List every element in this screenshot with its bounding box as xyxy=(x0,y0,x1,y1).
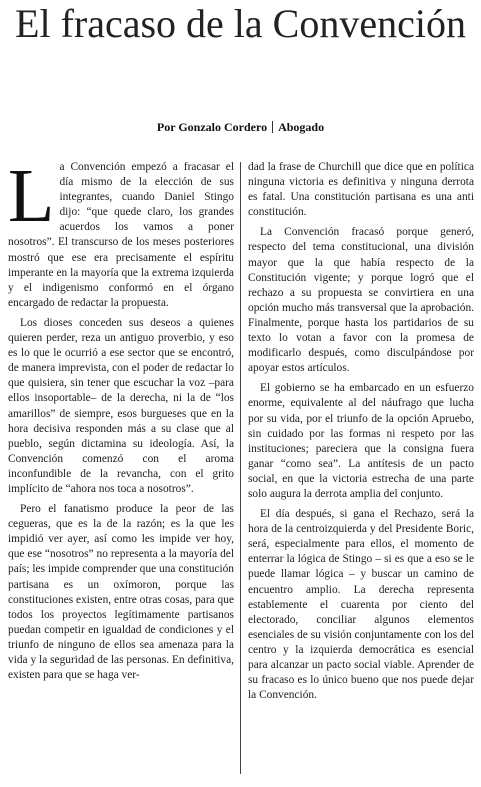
paragraph: Pero el fanatismo produce la peor de las cegueras, que es la de la razón; es la que les impidió ver ayer, así como les impide ver hoy, que ese “nosotros” no representa a la mayoría del país; les impide comprender que una constitución partisana es un oxímoron, porque las constituciones existen, entre otras cosas, para que todos los proyectos legítimamente partisanos puedan competir en igualdad de condiciones y el triunfo de ninguno de ellos sea amenaza para la vida y la seguridad de las personas. En definitiva, existen para que se haga ver- xyxy=(8,503,234,682)
paragraph: La Convención fracasó porque generó, respecto del tema constitucional, una división mayor que la que había respecto de la Constitución vigente; y porque logró que el rechazo a su propuesta se convirtiera en una opción mucho más transversal que la aprobación. Finalmente, porque hasta los partidarios de su texto lo votan a favor con la promesa de modificarlo después, como disculpándose por apoyar estos artículos. xyxy=(248,226,474,375)
byline xyxy=(0,120,481,135)
right-column xyxy=(248,160,474,708)
author-name: Por Gonzalo Cordero xyxy=(156,120,268,134)
left-column xyxy=(8,154,234,688)
paragraph: El día después, si gana el Rechazo, será la hora de la centroizquierda y del Presidente Boric, será, especialmente para ellos, el momento de enterrar la lógica de Stingo – si es que a eso se le puede llamar lógica – y buscar un camino de encuentro amplio. La derecha representa establemente el cuarenta por ciento del electorado, conciliar algunos elementos esenciales de su visión conjuntamente con los del centro y la izquierda democrática es esencial para alcanzar un pacto social viable. Aprender de su fracaso es lo único bueno que nos puede dejar la Convención. xyxy=(248,508,474,702)
author-role: Abogado xyxy=(278,120,325,134)
paragraph xyxy=(8,154,234,311)
paragraph: El gobierno se ha embarcado en un esfuerzo enorme, equivalente al del náufrago que lucha por su vida, por el triunfo de la opción Apruebo, sin cuidado por las formas ni respeto por las instituciones; pareciera que la consigna fuera ganar “como sea”. La antítesis de un pacto social, en que la victoria estrecha de una parte solo augura la derrota amplia del conjunto. xyxy=(248,382,474,500)
byline-separator xyxy=(272,121,273,133)
drop-cap: L xyxy=(8,154,55,238)
column-divider xyxy=(240,162,241,774)
paragraph: Los dioses conceden sus deseos a quienes quieren perder, reza un antiguo proverbio, y eso es lo que le ocurrió a ese sector que se encontró, de manera imprevista, con el poder de redactar lo que quisiera, sin tener que escuchar la voz –para ellos insoportable– de la derecha, ni la de “los amarillos” de siempre, esos burgueses que en la hora decisiva responden más a su clase que al pueblo, según dictamina su ideología. Así, la Convención comenzó con el aroma inconfundible de la revancha, con el grito implícito de “ahora nos toca a nosotros”. xyxy=(8,316,234,495)
paragraph: dad la frase de Churchill que dice que en política ninguna victoria es definitiva y ninguna derrota es fatal. Una constitución partisana es una anti constitución. xyxy=(248,161,474,219)
paragraph-text: a Convención empezó a fracasar el día mismo de la elección de sus integrantes, cuando Daniel Stingo dijo: “que quede claro, los grandes acuerdos los vamos a poner nosotros”. El transcurso de los meses posteriores mostró que ese era precisamente el espíritu imperante en la mayoría que la extrema izquierda y el indigenismo conformó en el órgano encargado de redactar la propuesta. xyxy=(8,161,234,309)
article-title: El fracaso de la Convención xyxy=(15,1,466,46)
